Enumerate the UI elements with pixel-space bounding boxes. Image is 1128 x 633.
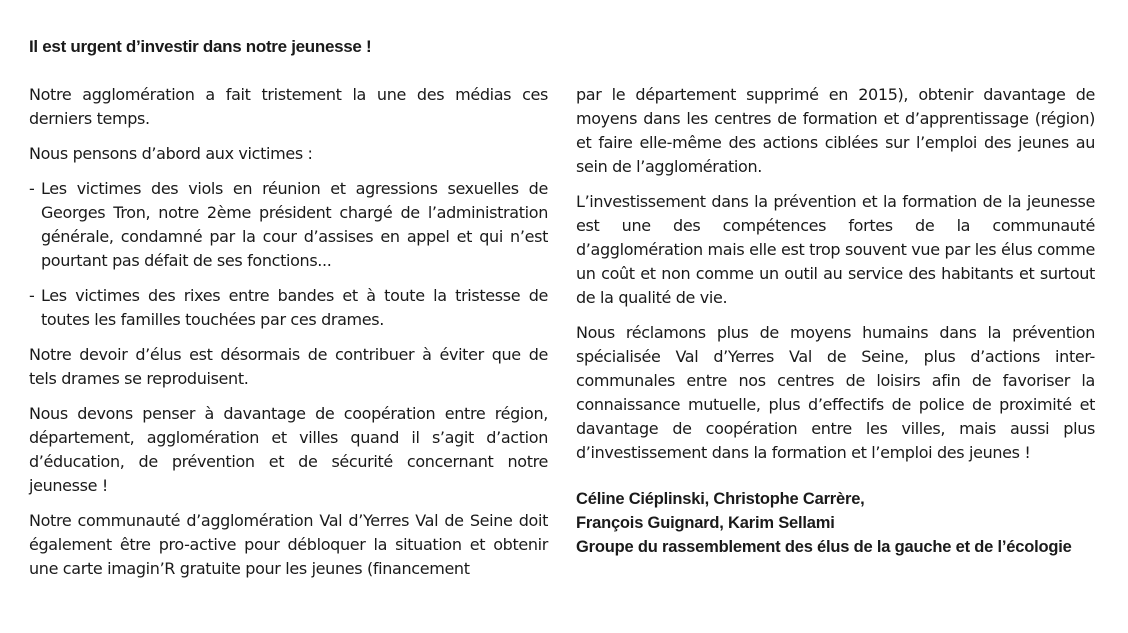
paragraph: par le département supprimé en 2015), obtenir davantage de moyens dans les centres de formation et d’apprentissage (région) et faire elle-même des actions ciblées sur l’emploi des jeunes au sein de l’agglomération. xyxy=(576,85,1095,176)
right-column xyxy=(576,83,1095,559)
paragraph: Nous pensons d’abord aux victimes : xyxy=(29,144,313,163)
bullet-text: Les victimes des viols en réunion et agressions sexuelles de Georges Tron, notre 2ème président chargé de l’administration générale, condamné par la cour d’assises en appel et qui n’est pourtant pas défait de ses fonctions... xyxy=(41,179,548,270)
bullet-dash: - xyxy=(29,179,35,198)
bullet-item xyxy=(29,284,548,332)
bullet-item xyxy=(29,177,548,273)
signature-group-name: Groupe du rassemblement des élus de la gauche et de l’écologie xyxy=(576,538,1072,556)
bullet-dash: - xyxy=(29,286,35,305)
paragraph: Notre agglomération a fait tristement la une des médias ces derniers temps. xyxy=(29,85,548,128)
left-column xyxy=(29,83,548,592)
paragraph: Notre devoir d’élus est désormais de contribuer à éviter que de tels drames se reproduisent. xyxy=(29,345,548,388)
paragraph: L’investissement dans la prévention et la formation de la jeunesse est une des compétences fortes de la communauté d’agglomération mais elle est trop souvent vue par les élus comme un coût et non comme un outil au service des habitants et surtout de la qualité de vie. xyxy=(576,192,1095,307)
paragraph: Nous réclamons plus de moyens humains dans la prévention spécialisée Val d’Yerres Val de Seine, plus d’actions inter-communales entre nos centres de loisirs afin de favoriser la connaissance mutuelle, plus d’effectifs de police de proximité et davantage de coopération entre les villes, mais aussi plus d’investissement dans la formation et l’emploi des jeunes ! xyxy=(576,323,1095,462)
paragraph: Nous devons penser à davantage de coopération entre région, département, agglomération et villes quand il s’agit d’action d’éducation, de prévention et de sécurité concernant notre jeunesse ! xyxy=(29,404,548,495)
paragraph: Notre communauté d’agglomération Val d’Yerres Val de Seine doit également être pro-active pour débloquer la situation et obtenir une carte imagin’R gratuite pour les jeunes (financement xyxy=(29,511,548,578)
signature-names-line-1: Céline Ciéplinski, Christophe Carrère, xyxy=(576,490,865,508)
signature-block xyxy=(576,487,1095,559)
signature-names-line-2: François Guignard, Karim Sellami xyxy=(576,514,835,532)
bullet-text: Les victimes des rixes entre bandes et à toute la tristesse de toutes les familles touchées par ces drames. xyxy=(41,286,548,329)
article-title: Il est urgent d’investir dans notre jeunesse ! xyxy=(29,37,372,56)
